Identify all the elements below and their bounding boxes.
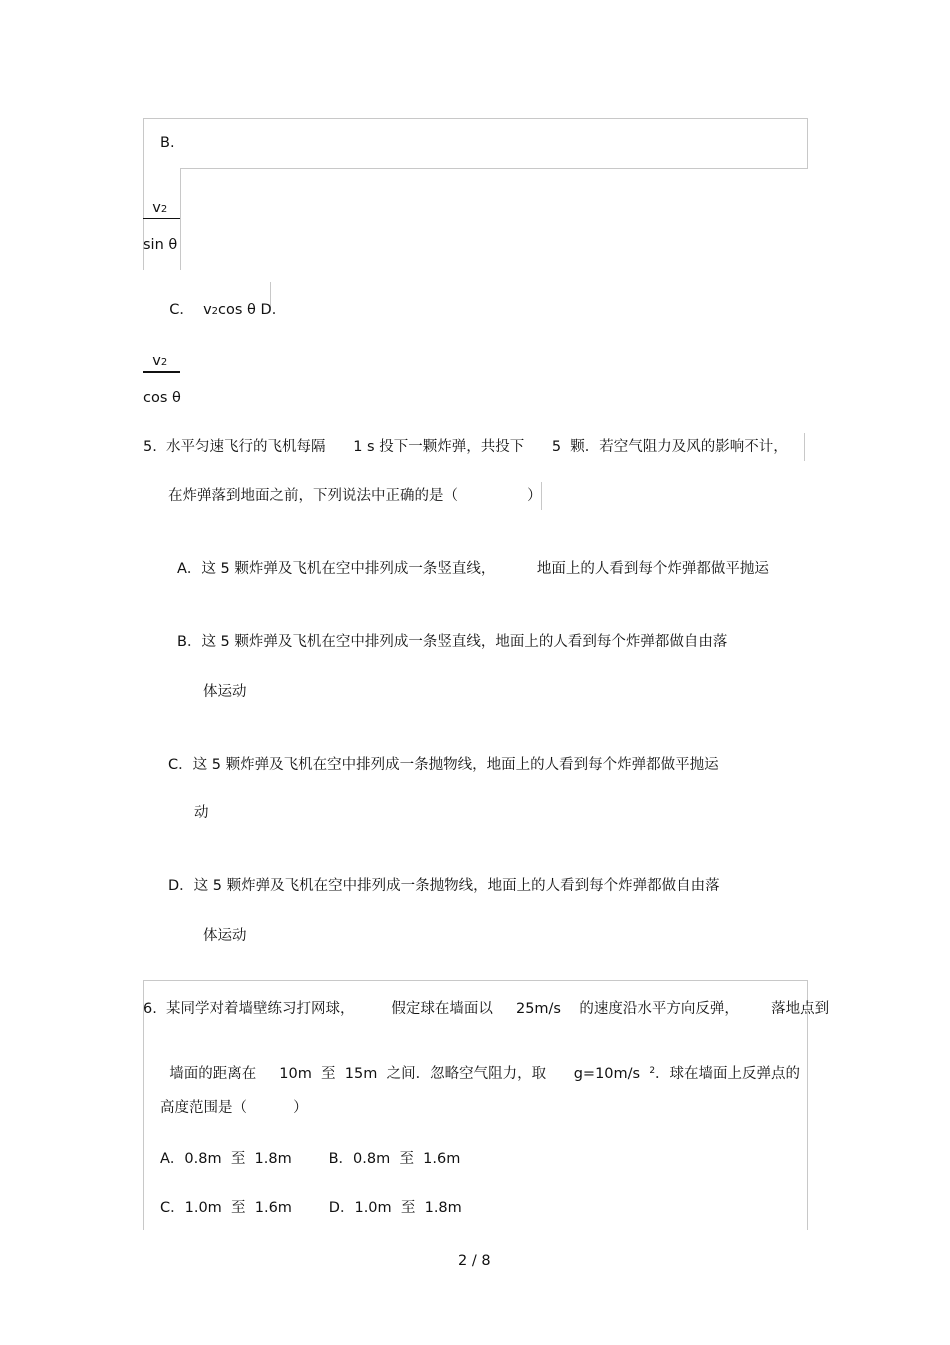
- q6-border-top: [143, 980, 808, 981]
- q4-option-b-numerator: v2: [152, 199, 168, 216]
- q6-border-right: [807, 980, 808, 1230]
- q4-option-c-d-row: C． v2cos θ D．: [169, 301, 287, 318]
- page-number: 2 / 8: [458, 1253, 491, 1269]
- q5-option-d-line2: 体运动: [203, 928, 247, 944]
- q5-stem-line1: 5. 水平匀速飞行的飞机每隔 1 s 投下一颗炸弹，共投下 5 颗．若空气阻力及风的影响不计，: [143, 439, 788, 455]
- box-border-inner: [180, 168, 181, 270]
- q6-options-row1: A．0.8m 至 1.8m B．0.8m 至 1.6m: [160, 1151, 461, 1167]
- q5-option-c-line1: C．这 5 颗炸弹及飞机在空中排列成一条抛物线，地面上的人看到每个炸弹都做平抛运: [168, 757, 719, 773]
- q6-stem-line3: 高度范围是（ ）: [160, 1100, 308, 1116]
- q5-border-right: [804, 433, 805, 461]
- q5-option-d-line1: D．这 5 颗炸弹及飞机在空中排列成一条抛物线，地面上的人看到每个炸弹都做自由落: [168, 878, 720, 894]
- q5-option-b-line2: 体运动: [203, 684, 247, 700]
- q5-option-c-line2: 动: [194, 805, 209, 821]
- box-border-top: [143, 118, 808, 119]
- q4-option-b-label: B.: [160, 135, 175, 151]
- q5-option-a: A．这 5 颗炸弹及飞机在空中排列成一条竖直线， 地面上的人看到每个炸弹都做平抛运: [177, 561, 769, 577]
- q4-option-d-fraction-bar: [143, 371, 180, 373]
- q5-stem-line2: 在炸弹落到地面之前，下列说法中正确的是（ ）: [168, 488, 542, 504]
- q6-stem-line1: 6. 某同学对着墙壁练习打网球， 假定球在墙面以 25m/s 的速度沿水平方向反弹， 落地点到: [143, 1001, 830, 1017]
- box-border-bottom: [180, 168, 808, 169]
- q4-option-b-denominator: sin θ: [143, 237, 178, 253]
- q5-option-b-line1: B．这 5 颗炸弹及飞机在空中排列成一条竖直线，地面上的人看到每个炸弹都做自由落: [177, 634, 728, 650]
- q4-option-b-fraction-bar: [143, 218, 180, 219]
- q6-stem-line2: 墙面的距离在 10m 至 15m 之间．忽略空气阻力，取 g=10m/s $^2$．球在墙面上反弹点的: [169, 1065, 801, 1082]
- q6-options-row2: C．1.0m 至 1.6m D．1.0m 至 1.8m: [160, 1200, 462, 1216]
- q6-border-left: [143, 980, 144, 1230]
- q4-option-d-denominator: cos θ: [143, 390, 181, 406]
- q4-option-d-numerator: v2: [152, 352, 168, 369]
- box-border-right: [807, 118, 808, 168]
